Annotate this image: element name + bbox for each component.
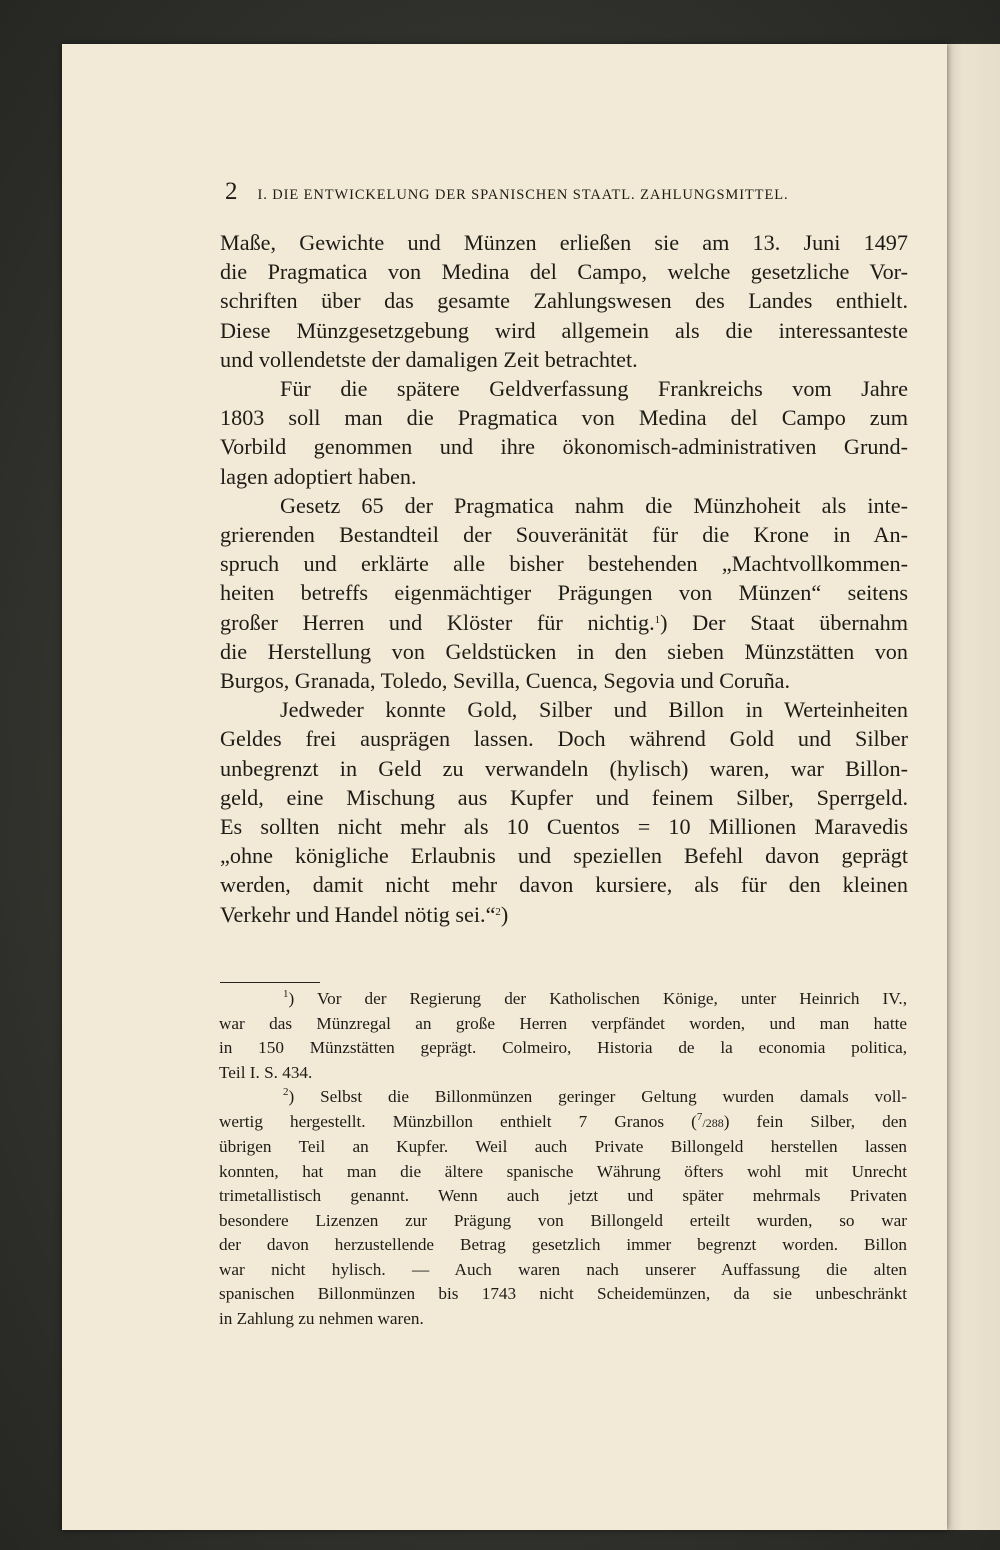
main-text xyxy=(220,228,908,929)
body-line: Vorbild genommen und ihre ökonomisch-administrativen Grund- xyxy=(220,434,908,460)
footnote-line: war nicht hylisch. — Auch waren nach unserer Auffassung die alten xyxy=(219,1259,907,1279)
footnote-line xyxy=(219,987,907,1012)
fraction-denominator: /288 xyxy=(702,1115,724,1130)
body-line: Für die spätere Geldverfassung Frankreichs vom Jahre xyxy=(280,376,908,402)
body-line: Burgos, Granada, Toledo, Sevilla, Cuenca, Segovia und Coruña. xyxy=(220,668,791,694)
fraction-numerator: 7 xyxy=(696,1110,703,1123)
footnote-mark: 1 xyxy=(283,988,289,1000)
footnotes xyxy=(219,987,907,1331)
footnote-line: trimetallistisch genannt. Wenn auch jetzt und später mehrmals Privaten xyxy=(219,1186,907,1205)
footnote-line: besondere Lizenzen zur Prägung von Billongeld erteilt wurden, so war xyxy=(219,1210,907,1230)
next-page-edge xyxy=(947,44,1000,1530)
body-line: lagen adoptiert haben. xyxy=(220,463,417,489)
body-line xyxy=(220,608,908,637)
footnote-mark: 2 xyxy=(283,1086,289,1098)
body-line: 1803 soll man die Pragmatica von Medina del Campo zum xyxy=(220,405,908,431)
body-line: „ohne königliche Erlaubnis und speziellen Befehl davon geprägt xyxy=(220,843,908,869)
body-line: grierenden Bestandteil der Souveränität für die Krone in An- xyxy=(220,522,908,548)
body-line: unbegrenzt in Geld zu verwandeln (hylisch) waren, war Billon- xyxy=(220,755,908,781)
page-number: 2 xyxy=(225,178,238,205)
body-line xyxy=(220,900,908,929)
footnote-reference: 2 xyxy=(495,905,501,918)
footnote-line: Teil I. S. 434. xyxy=(219,1062,313,1082)
body-line-text: großer Herren und Klöster für nichtig. xyxy=(220,609,655,635)
footnote-line: übrigen Teil an Kupfer. Weil auch Private Billongeld herstellen lassen xyxy=(219,1137,907,1156)
body-line: heiten betreffs eigenmächtiger Prägungen von Münzen“ seitens xyxy=(220,580,908,606)
body-line: Es sollten nicht mehr als 10 Cuentos = 10 Millionen Maravedis xyxy=(220,814,908,840)
footnote-rule xyxy=(220,982,320,983)
body-line-text: ) Der Staat übernahm xyxy=(660,609,908,635)
body-line: geld, eine Mischung aus Kupfer und feinem Silber, Sperrgeld. xyxy=(220,784,908,810)
body-line: schriften über das gesamte Zahlungswesen des Landes enthielt. xyxy=(220,288,908,314)
footnote-line: spanischen Billonmünzen bis 1743 nicht Scheidemünzen, da sie unbeschränkt xyxy=(219,1284,907,1303)
body-line: Geldes frei ausprägen lassen. Doch während Gold und Silber xyxy=(220,726,908,752)
body-line: Gesetz 65 der Pragmatica nahm die Münzhoheit als inte- xyxy=(280,492,908,518)
body-line: und vollendetste der damaligen Zeit betrachtet. xyxy=(220,346,638,372)
footnote-text: wertig hergestellt. Münzbillon enthielt 7 Granos ( xyxy=(219,1111,697,1131)
footnote-line: in 150 Münzstätten geprägt. Colmeiro, Historia de la economia politica, xyxy=(219,1038,907,1057)
body-line-text: Verkehr und Handel nötig sei.“ xyxy=(220,901,496,927)
body-line: Diese Münzgesetzgebung wird allgemein als die interessanteste xyxy=(220,317,908,343)
body-line: die Herstellung von Geldstücken in den sieben Münzstätten von xyxy=(220,638,908,664)
body-line: werden, damit nicht mehr davon kursiere, als für den kleinen xyxy=(220,872,908,898)
footnote-reference: 1 xyxy=(654,613,661,626)
footnote-line xyxy=(219,1110,907,1136)
footnote-line: der davon herzustellende Betrag gesetzlich immer begrenzt worden. Billon xyxy=(219,1235,907,1254)
footnote-line: konnten, hat man die ältere spanische Währung öfters wohl mit Unrecht xyxy=(219,1161,907,1181)
footnote-text: ) fein Silber, den xyxy=(723,1111,907,1131)
running-head: I. DIE ENTWICKELUNG DER SPANISCHEN STAATL. ZAHLUNGSMITTEL. xyxy=(257,187,789,203)
footnote-text: ) Selbst die Billonmünzen geringer Geltung wurden damals voll- xyxy=(288,1087,907,1106)
body-line: Jedweder konnte Gold, Silber und Billon in Werteinheiten xyxy=(280,697,908,723)
body-line: die Pragmatica von Medina del Campo, welche gesetzliche Vor- xyxy=(220,259,908,285)
body-line: spruch und erklärte alle bisher bestehenden „Machtvollkommen- xyxy=(220,551,908,577)
page-header xyxy=(225,178,890,206)
footnote-line: war das Münzregal an große Herren verpfändet worden, und man hatte xyxy=(219,1013,907,1033)
body-line: Maße, Gewichte und Münzen erließen sie am 13. Juni 1497 xyxy=(220,230,908,255)
footnote-text: ) Vor der Regierung der Katholischen Könige, unter Heinrich IV., xyxy=(288,989,907,1008)
body-line-text: ) xyxy=(500,901,509,927)
footnote-line xyxy=(219,1085,907,1110)
footnote-line: in Zahlung zu nehmen waren. xyxy=(219,1308,424,1328)
